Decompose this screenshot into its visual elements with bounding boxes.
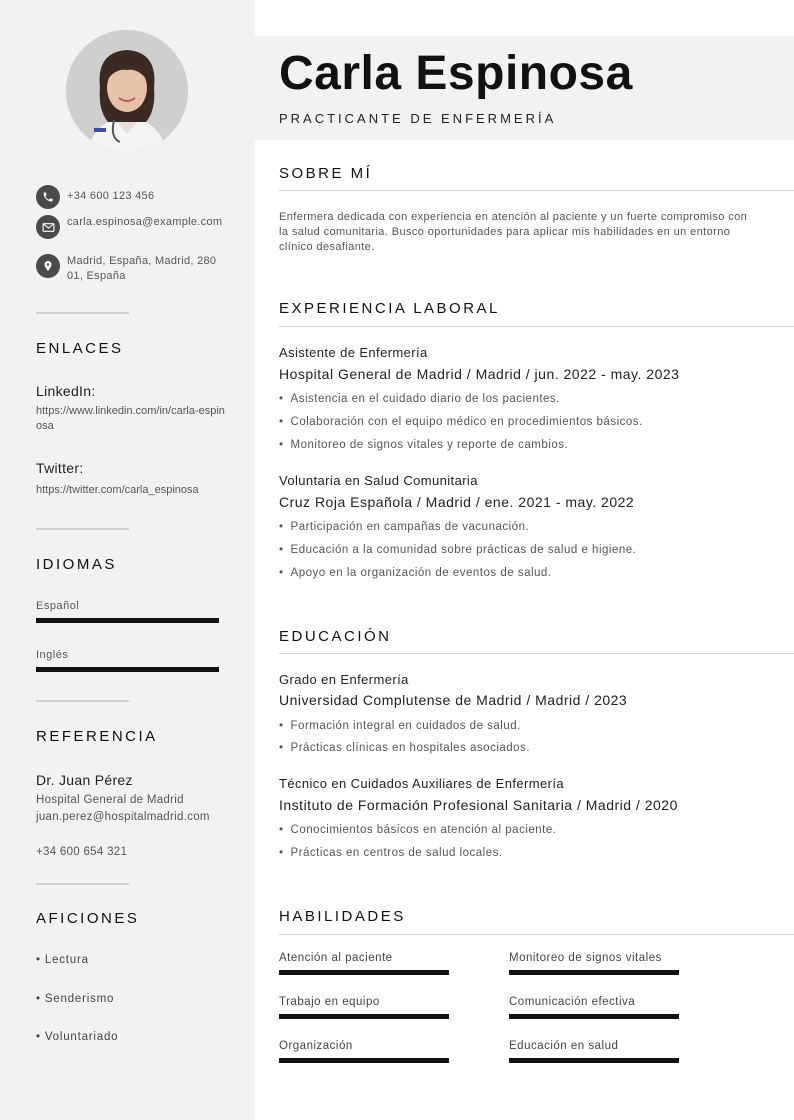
divider (36, 312, 129, 314)
reference-name: Dr. Juan Pérez (36, 772, 133, 788)
email-icon (36, 215, 60, 239)
education-bullet: • Conocimientos básicos en atención al paciente. (279, 824, 556, 836)
phone-text: +34 600 123 456 (67, 190, 155, 202)
language-label: Inglés (36, 649, 69, 661)
person-name: Carla Espinosa (279, 47, 633, 100)
skill-label: Atención al paciente (279, 952, 393, 964)
skills-heading: HABILIDADES (279, 908, 406, 925)
experience-bullet: • Educación a la comunidad sobre prácticas de salud e higiene. (279, 544, 636, 556)
hobby-label: Senderismo (44, 993, 115, 1005)
contact-address (36, 254, 226, 284)
skill-label: Trabajo en equipo (279, 996, 380, 1008)
education-bullet: • Prácticas clínicas en hospitales asociados. (279, 742, 530, 754)
location-pin-icon (36, 254, 60, 278)
education-bullet: • Formación integral en cuidados de salud. (279, 720, 521, 732)
experience-subtitle: Cruz Roja Española / Madrid / ene. 2021 - may. 2022 (279, 494, 635, 510)
skill-level-bar (509, 1014, 679, 1019)
language-level-bar (36, 618, 219, 623)
education-heading: EDUCACIÓN (279, 628, 392, 645)
links-heading: ENLACES (36, 340, 124, 357)
twitter-link[interactable]: https://twitter.com/carla_espinosa (36, 484, 199, 496)
language-label: Español (36, 600, 80, 612)
job-title: PRACTICANTE DE ENFERMERÍA (279, 111, 557, 126)
education-title: Técnico en Cuidados Auxiliares de Enfermería (279, 776, 564, 791)
linkedin-label: LinkedIn: (36, 383, 96, 399)
experience-heading: EXPERIENCIA LABORAL (279, 300, 500, 317)
about-heading: SOBRE MÍ (279, 165, 373, 182)
hobby-label: Lectura (44, 954, 89, 966)
experience-title: Voluntaria en Salud Comunitaria (279, 473, 478, 488)
about-text: Enfermera dedicada con experiencia en atención al paciente y un fuerte compromiso con la salud comunitaria. Busco oportunidades para aplicar mis habilidades en un entorno clínico desafiante. (279, 211, 748, 253)
hobby-label: Voluntariado (44, 1031, 119, 1043)
divider (36, 700, 129, 702)
contact-phone (36, 185, 226, 209)
language-level-bar (36, 667, 219, 672)
education-title: Grado en Enfermería (279, 672, 409, 687)
experience-bullet: • Participación en campañas de vacunación. (279, 521, 529, 533)
hobby-item: • Voluntariado (36, 1031, 119, 1043)
skill-level-bar (279, 970, 449, 975)
phone-icon (36, 185, 60, 209)
section-rule (279, 653, 794, 654)
experience-bullet: • Apoyo en la organización de eventos de salud. (279, 567, 552, 579)
section-rule (279, 934, 794, 935)
divider (36, 883, 129, 885)
education-subtitle: Instituto de Formación Profesional Sanitaria / Madrid / 2020 (279, 797, 678, 813)
experience-bullet: • Asistencia en el cuidado diario de los pacientes. (279, 393, 560, 405)
skill-label: Comunicación efectiva (509, 996, 636, 1008)
twitter-label: Twitter: (36, 460, 84, 476)
experience-title: Asistente de Enfermería (279, 345, 428, 360)
experience-bullet: • Monitoreo de signos vitales y reporte de cambios. (279, 439, 568, 451)
section-rule (279, 326, 794, 327)
experience-bullet: • Colaboración con el equipo médico en procedimientos básicos. (279, 416, 643, 428)
linkedin-link[interactable]: https://www.linkedin.com/in/carla-espinosa (36, 405, 225, 432)
reference-email[interactable]: juan.perez@hospitalmadrid.com (36, 811, 210, 823)
email-text[interactable]: carla.espinosa@example.com (67, 216, 223, 228)
education-bullet: • Prácticas en centros de salud locales. (279, 847, 503, 859)
skill-level-bar (509, 970, 679, 975)
languages-heading: IDIOMAS (36, 556, 117, 573)
skill-label: Organización (279, 1040, 353, 1052)
divider (36, 528, 129, 530)
experience-subtitle: Hospital General de Madrid / Madrid / jun. 2022 - may. 2023 (279, 366, 680, 382)
education-subtitle: Universidad Complutense de Madrid / Madrid / 2023 (279, 692, 628, 708)
hobbies-heading: AFICIONES (36, 910, 140, 927)
skill-label: Monitoreo de signos vitales (509, 952, 662, 964)
section-rule (279, 190, 794, 191)
hobby-item: • Senderismo (36, 993, 115, 1005)
reference-phone: +34 600 654 321 (36, 846, 128, 858)
skill-level-bar (509, 1058, 679, 1063)
skill-label: Educación en salud (509, 1040, 619, 1052)
contact-email (36, 215, 226, 239)
hobby-item: • Lectura (36, 954, 89, 966)
avatar (66, 30, 188, 152)
address-text: Madrid, España, Madrid, 28001, España (67, 255, 217, 282)
reference-org: Hospital General de Madrid (36, 794, 184, 806)
reference-heading: REFERENCIA (36, 728, 158, 745)
skill-level-bar (279, 1014, 449, 1019)
skill-level-bar (279, 1058, 449, 1063)
